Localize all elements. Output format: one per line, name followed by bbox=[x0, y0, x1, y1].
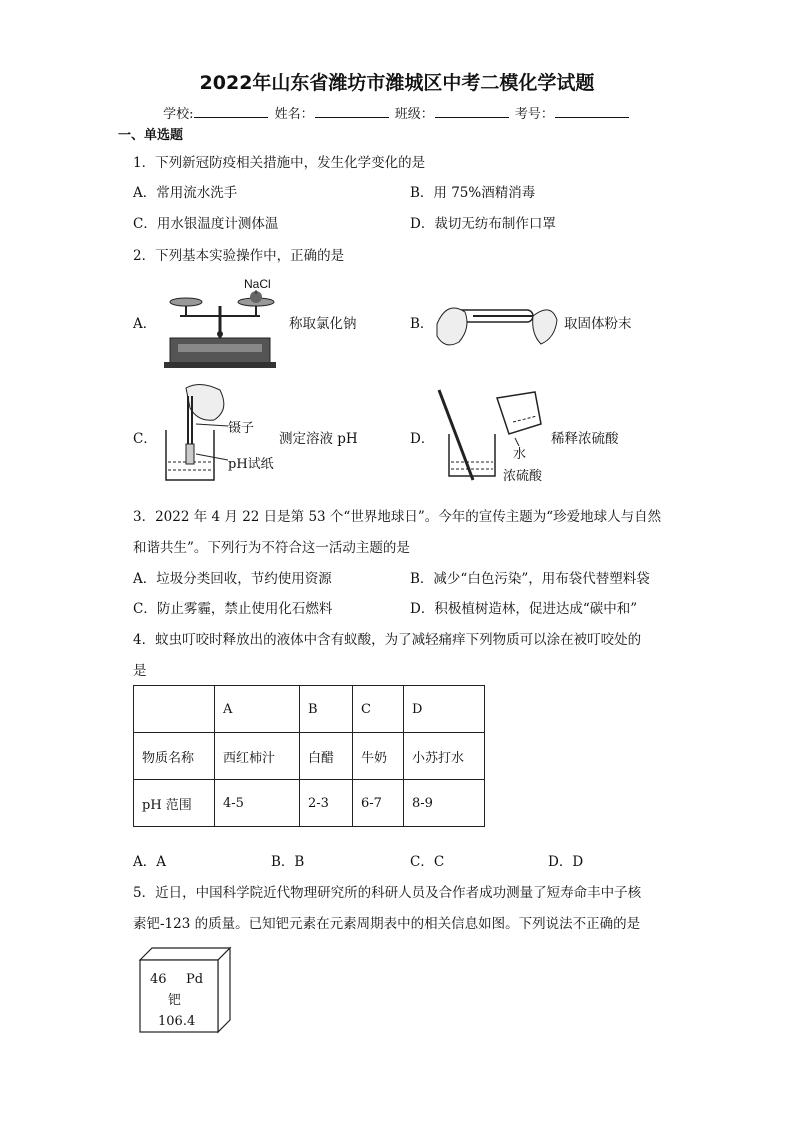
q1-option-a: A．常用流水洗手 bbox=[133, 185, 238, 201]
table-cell: A bbox=[215, 686, 300, 733]
balance-figure bbox=[160, 276, 285, 372]
atomic-number: 46 bbox=[150, 972, 167, 987]
table-cell: pH 范围 bbox=[134, 780, 215, 827]
exam-title: 2022年山东省潍坊市潍城区中考二模化学试题 bbox=[199, 72, 595, 94]
q2-option-c-text: 测定溶液 pH bbox=[279, 431, 358, 447]
nacl-label: NaCl bbox=[244, 277, 271, 291]
table-cell: 物质名称 bbox=[134, 733, 215, 780]
table-cell: 6-7 bbox=[353, 780, 404, 827]
q3-stem-line2: 和谐共生”。下列行为不符合这一活动主题的是 bbox=[133, 540, 410, 556]
school-blank bbox=[194, 105, 268, 118]
q4-option-c: C．C bbox=[410, 854, 445, 870]
number-blank bbox=[555, 105, 629, 118]
school-label: 学校: bbox=[163, 107, 194, 122]
q3-option-b: B．减少“白色污染”，用布袋代替塑料袋 bbox=[410, 571, 650, 587]
table-row bbox=[134, 780, 485, 827]
tweezers-label: 镊子 bbox=[228, 421, 255, 436]
q2-option-b-text: 取固体粉末 bbox=[564, 316, 632, 332]
q4-option-a: A．A bbox=[133, 854, 166, 870]
name-blank bbox=[315, 105, 389, 118]
q3-option-d: D．积极植树造林，促进达成“碳中和” bbox=[410, 601, 638, 617]
table-cell: 小苏打水 bbox=[404, 733, 485, 780]
q2-option-d-text: 稀释浓硫酸 bbox=[551, 431, 619, 447]
q2-option-a-text: 称取氯化钠 bbox=[289, 316, 357, 332]
element-symbol: Pd bbox=[186, 972, 204, 987]
q1-option-c: C．用水银温度计测体温 bbox=[133, 216, 279, 232]
table-row bbox=[134, 733, 485, 780]
q2-stem: 2．下列基本实验操作中，正确的是 bbox=[133, 248, 345, 264]
table-cell: B bbox=[300, 686, 353, 733]
powder-figure bbox=[433, 294, 561, 354]
dilute-acid-figure bbox=[433, 384, 551, 484]
q3-option-c: C．防止雾霾，禁止使用化石燃料 bbox=[133, 601, 333, 617]
q2-option-a-letter: A． bbox=[133, 316, 157, 332]
ph-table bbox=[133, 685, 485, 827]
q4-stem-line2: 是 bbox=[133, 663, 147, 679]
q2-option-b-letter: B． bbox=[410, 316, 434, 332]
q2-option-c-letter: C． bbox=[133, 431, 157, 447]
name-label: 姓名： bbox=[274, 107, 314, 122]
table-cell: D bbox=[404, 686, 485, 733]
class-blank bbox=[435, 105, 509, 118]
q5-stem-line2: 素钯-123 的质量。已知钯元素在元素周期表中的相关信息如图。下列说法不正确的是 bbox=[133, 916, 641, 932]
table-cell: C bbox=[353, 686, 404, 733]
class-label: 班级： bbox=[394, 107, 434, 122]
q4-option-b: B．B bbox=[271, 854, 305, 870]
element-cell-figure bbox=[138, 946, 234, 1036]
q1-option-b: B．用 75%酒精消毒 bbox=[410, 185, 536, 201]
section-heading: 一、单选题 bbox=[118, 128, 184, 143]
q3-option-a: A．垃圾分类回收，节约使用资源 bbox=[133, 571, 332, 587]
table-cell: 牛奶 bbox=[353, 733, 404, 780]
q5-stem-line1: 5．近日，中国科学院近代物理研究所的科研人员及合作者成功测量了短寿命丰中子核 bbox=[133, 885, 642, 901]
table-cell: 2-3 bbox=[300, 780, 353, 827]
q4-stem-line1: 4．蚊虫叮咬时释放出的液体中含有蚁酸，为了减轻痛痒下列物质可以涂在被叮咬处的 bbox=[133, 632, 642, 648]
student-info-line bbox=[0, 103, 794, 122]
q3-stem-line1: 3．2022 年 4 月 22 日是第 53 个“世界地球日”。今年的宣传主题为“珍爱地球人与自然 bbox=[133, 509, 662, 525]
table-row bbox=[134, 686, 485, 733]
table-cell: 白醋 bbox=[300, 733, 353, 780]
number-label: 考号： bbox=[514, 107, 554, 122]
element-name: 钯 bbox=[168, 993, 182, 1008]
atomic-mass: 106.4 bbox=[158, 1014, 196, 1029]
water-label: 水 bbox=[513, 447, 527, 462]
ph-paper-label: pH试纸 bbox=[228, 457, 274, 472]
table-cell: 西红柿汁 bbox=[215, 733, 300, 780]
ph-test-figure bbox=[160, 380, 284, 488]
table-cell bbox=[134, 686, 215, 733]
q1-option-d: D．裁切无纺布制作口罩 bbox=[410, 216, 556, 232]
q4-option-d: D．D bbox=[548, 854, 584, 870]
q2-option-d-letter: D． bbox=[410, 431, 435, 447]
conc-acid-label: 浓硫酸 bbox=[503, 469, 543, 484]
table-cell: 8-9 bbox=[404, 780, 485, 827]
table-cell: 4-5 bbox=[215, 780, 300, 827]
q1-stem: 1．下列新冠防疫相关措施中，发生化学变化的是 bbox=[133, 155, 426, 171]
